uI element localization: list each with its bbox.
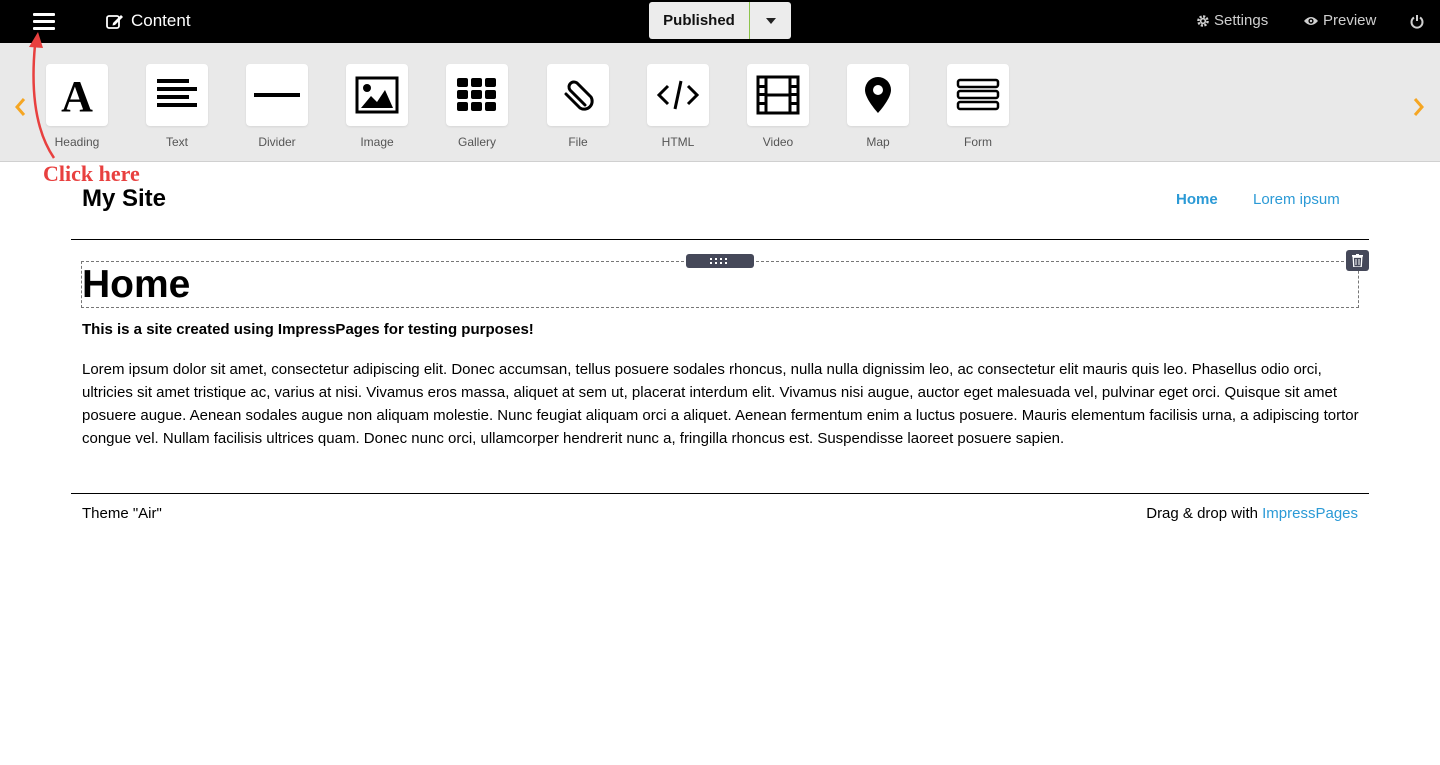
impresspages-link[interactable]: ImpressPages <box>1262 505 1358 522</box>
publish-dropdown-button[interactable] <box>750 2 791 39</box>
power-icon[interactable] <box>1410 14 1424 29</box>
publish-button-group <box>649 2 791 39</box>
preview-label: Preview <box>1323 12 1377 29</box>
widget-heading[interactable] <box>46 64 108 149</box>
content-tab-label: Content <box>131 11 191 30</box>
drag-handle-icon[interactable] <box>686 254 754 268</box>
widget-label: Heading <box>54 135 100 149</box>
gallery-icon <box>457 78 497 112</box>
caret-down-icon <box>766 18 776 24</box>
widget-label: Gallery <box>457 135 496 149</box>
widget-label: Form <box>964 135 992 149</box>
widget-form[interactable] <box>947 64 1009 149</box>
preview-button[interactable] <box>1303 12 1376 29</box>
heading-widget[interactable] <box>81 261 1359 308</box>
scroll-right-arrow-icon[interactable] <box>1413 97 1425 117</box>
settings-label: Settings <box>1214 12 1269 29</box>
film-icon <box>756 75 800 115</box>
widget-label: Image <box>360 135 394 149</box>
form-icon <box>956 78 1000 112</box>
delete-widget-button[interactable] <box>1346 250 1369 271</box>
widget-toolbar <box>0 43 1440 162</box>
header-divider <box>71 239 1369 240</box>
edit-icon <box>106 13 124 29</box>
intro-text[interactable]: This is a site created using ImpressPages for testing purposes! <box>82 321 534 338</box>
site-title[interactable]: My Site <box>82 185 167 212</box>
text-icon <box>157 77 197 113</box>
footer-divider <box>71 493 1369 494</box>
gear-icon <box>1196 14 1210 28</box>
hamburger-menu-icon[interactable] <box>33 13 55 31</box>
nav-link-home[interactable]: Home <box>1176 191 1218 208</box>
footer-credit-prefix: Drag & drop with <box>1146 505 1263 522</box>
widget-divider[interactable] <box>246 64 308 149</box>
heading-icon <box>57 75 97 115</box>
widget-text[interactable] <box>146 64 208 149</box>
trash-icon <box>1352 254 1363 267</box>
footer-credit <box>1146 505 1358 522</box>
settings-button[interactable] <box>1196 12 1268 29</box>
widget-map[interactable] <box>847 64 909 149</box>
nav-link-lorem-ipsum[interactable]: Lorem ipsum <box>1253 191 1340 208</box>
footer-theme-text: Theme "Air" <box>82 505 162 522</box>
widget-label: File <box>568 135 588 149</box>
widget-gallery[interactable] <box>446 64 508 149</box>
svg-text:A: A <box>61 75 93 115</box>
page-heading[interactable]: Home <box>82 263 191 306</box>
widget-label: Divider <box>258 135 296 149</box>
widget-label: Text <box>165 135 188 149</box>
scroll-left-arrow-icon[interactable] <box>14 97 26 117</box>
body-paragraph[interactable]: Lorem ipsum dolor sit amet, consectetur adipiscing elit. Donec accumsan, tellus posuere sodales rhoncus, nulla nulla dignissim leo, ac consectetur elit mauris quis leo. Phasellus odio orci, ultricies sit amet tristique ac, varius at nisi. Vivamus eros massa, aliquet at sem ut, placerat interdum elit. Vivamus nisi augue, auctor eget malesuada vel, pulvinar eget orci. Quisque sit amet posuere augue. Aenean sodales augue non aliquam molestie. Nunc feugiat aliquam orci a aliquet. Aenean fermentum enim a luctus posuere. Mauris elementum facilisis urna, a adipiscing tortor congue vel. Nullam facilisis ultrices quam. Donec nunc orci, ullamcorper hendrerit nunc a, fringilla rhoncus est. Suspendisse laoreet posuere sapien. <box>82 361 1359 447</box>
widget-file[interactable] <box>547 64 609 149</box>
widget-label: HTML <box>661 135 695 149</box>
divider-icon <box>254 92 300 98</box>
code-icon <box>657 78 699 112</box>
map-pin-icon <box>865 77 891 113</box>
widget-label: Video <box>762 135 794 149</box>
widget-video[interactable] <box>747 64 809 149</box>
published-button[interactable]: Published <box>649 2 750 39</box>
admin-topbar <box>0 0 1440 43</box>
annotation-label: Click here <box>43 161 140 186</box>
widget-image[interactable] <box>346 64 408 149</box>
eye-icon <box>1303 15 1319 27</box>
content-tab[interactable] <box>106 11 191 31</box>
widget-html[interactable] <box>647 64 709 149</box>
widget-label: Map <box>866 135 890 149</box>
paperclip-icon <box>558 75 598 115</box>
image-icon <box>355 76 399 114</box>
